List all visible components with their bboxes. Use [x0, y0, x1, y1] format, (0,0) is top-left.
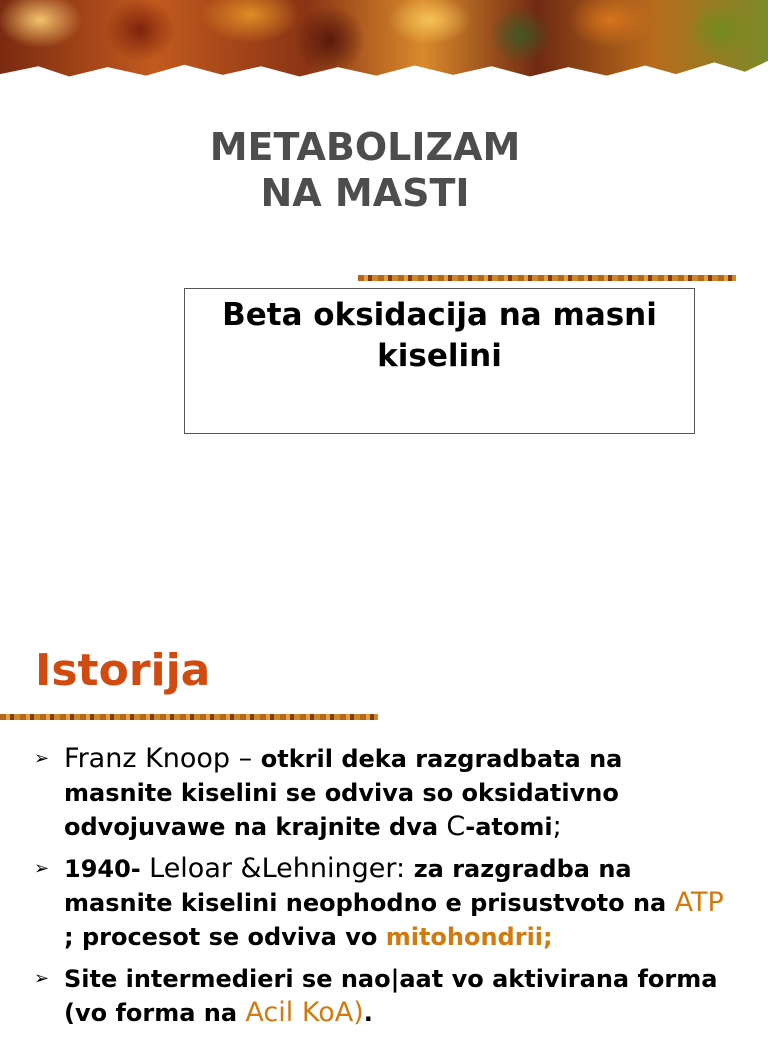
- bullet-arrow-icon: ➢: [34, 968, 50, 989]
- bullet-text-2: ; procesot se odviva vo: [64, 923, 386, 951]
- bullet-c: C: [446, 811, 466, 842]
- subtitle-line-1: Beta oksidacija na masni: [222, 297, 657, 333]
- decorative-banner: [0, 0, 768, 78]
- title-line-1: METABOLIZAM: [209, 125, 521, 169]
- bullet-colon: :: [396, 853, 414, 884]
- list-item: [0, 852, 768, 954]
- decorative-rule-heading: [0, 714, 378, 720]
- title-line-2: NA MASTI: [260, 171, 470, 215]
- mitohondrii-highlight: mitohondrii;: [385, 923, 553, 951]
- bullet-text: Site intermedieri se nao|aat vo aktivirana forma (vo forma na: [64, 965, 718, 1027]
- bullet-end: .: [363, 999, 373, 1027]
- subtitle-line-2: kiselini: [377, 338, 502, 374]
- subtitle-box: [184, 288, 695, 434]
- acil-koa-highlight: Acil KoA): [245, 997, 364, 1028]
- atp-highlight: ATP: [674, 887, 724, 918]
- bullet-arrow-icon: ➢: [34, 748, 50, 769]
- bullet-text: otkril deka razgradbata na masnite kiselini se odviva so oksidativno odvojuvawe na krajnite dva: [64, 745, 623, 841]
- slide-title: [165, 124, 565, 216]
- bullet-end: ;: [552, 811, 562, 842]
- decorative-rule-top: [358, 275, 736, 281]
- bullet-arrow-icon: ➢: [34, 858, 50, 879]
- bullet-lead: Franz Knoop –: [64, 743, 261, 774]
- bullet-text: za razgradba na masnite kiselini neophodno e prisustvoto na: [64, 855, 675, 917]
- section-heading: Istorija: [35, 645, 211, 696]
- bullet-text-2: -atomi: [465, 813, 553, 841]
- list-item: [0, 962, 768, 1030]
- bullet-names: Leloar &Lehninger: [149, 853, 397, 884]
- bullet-list: [0, 742, 768, 1038]
- list-item: [0, 742, 768, 844]
- bullet-year: 1940-: [64, 855, 150, 883]
